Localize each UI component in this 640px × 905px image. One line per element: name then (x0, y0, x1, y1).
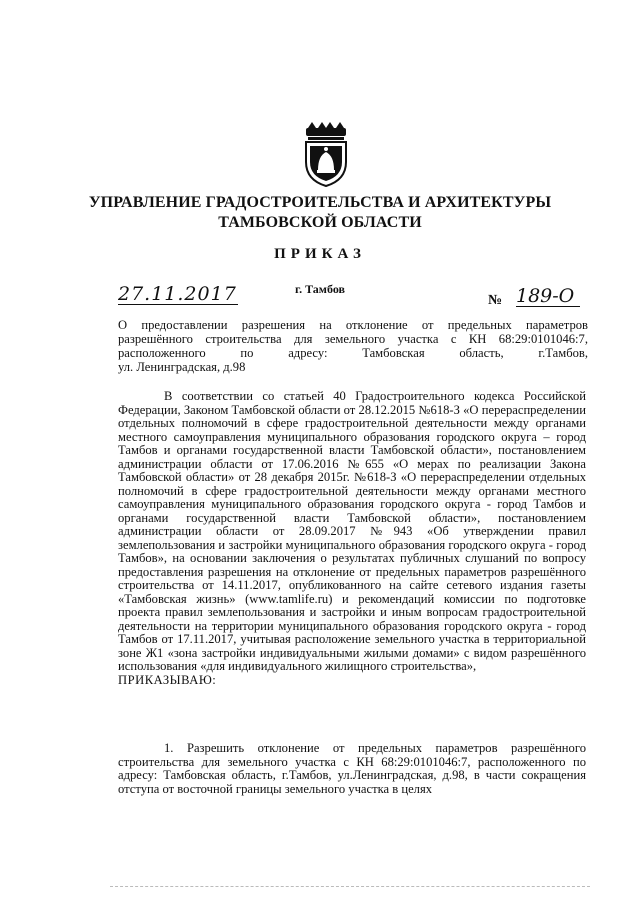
order-subject (118, 318, 588, 374)
page-divider (110, 886, 590, 889)
order-date: 27.11.2017 (118, 283, 237, 305)
organization-name: УПРАВЛЕНИЕ ГРАДОСТРОИТЕЛЬСТВА И АРХИТЕКТУРЫ (88, 194, 552, 211)
subject-last-line: ул. Ленинградская, д.98 (118, 360, 246, 374)
preamble-paragraph: В соответствии со статьей 40 Градостроительного кодекса Российской Федерации, Законом Тамбовской области от 28.12.2015 №618-З «О перераспределении отдельных полномочий в сфере градостроительной деятельности между органами местного самоуправления муниципального образования городского округа – город Тамбов и органами государственной власти Тамбовской области», постановлением администрации области от 17.06.2016 №655 «О мерах по реализации Закона Тамбовской области» от 28 декабря 2015г. №618-З «О перераспределении отдельных полномочий в сфере градостроительной деятельности между органами местного самоуправления муниципального образования городского округа - город Тамбов и органами государственной власти Тамбовской области», постановлением администрации области от 28.09.2017 №943 «Об утверждении правил землепользования и застройки муниципального образования городского округа - город Тамбов», на основании заключения о результатах публичных слушаний по вопросу предоставления разрешения на отклонение от предельных параметров разрешённого строительства от 14.11.2017, опубликованного на сайте сетевого издания газеты «Тамбовская жизнь» (www.tamlife.ru) и рекомендаций комиссии по подготовке проекта правил землепользования и застройки и иным вопросам градостроительной деятельности на территории муниципального образования городского округа - город Тамбов от 17.11.2017, учитывая расположение земельного участка в территориальной зоне Ж1 «зона застройки индивидуальными жилыми домами» с видом разрешённого использования «для индивидуального жилищного строительства», (118, 389, 586, 673)
city: г. Тамбов (295, 282, 345, 296)
coat-of-arms-icon (296, 122, 356, 188)
preamble (118, 390, 586, 687)
order-item-1 (118, 742, 586, 796)
order-item-text: 1. Разрешить отклонение от предельных параметров разрешённого строительства для земельного участка с КН 68:29:0101046:7, расположенного по адресу: Тамбовская область, г.Тамбов, ул.Ленинградская, д.98, в части сокращения отступа от восточной границы земельного участка в целях (118, 741, 586, 796)
order-word: ПРИКАЗЫВАЮ: (118, 672, 217, 687)
number-label: № (488, 293, 503, 308)
organization-region: ТАМБОВСКОЙ ОБЛАСТИ (218, 214, 422, 231)
document-type: ПРИКАЗ (274, 246, 366, 262)
order-number: 189-О (516, 286, 580, 307)
preamble-text (118, 390, 586, 674)
subject-text: О предоставлении разрешения на отклонение от предельных параметров разрешённого строительства для земельного участка с КН 68:29:0101046:7, расположенного по адресу: Тамбовская область, г.Тамбов, (118, 318, 588, 360)
